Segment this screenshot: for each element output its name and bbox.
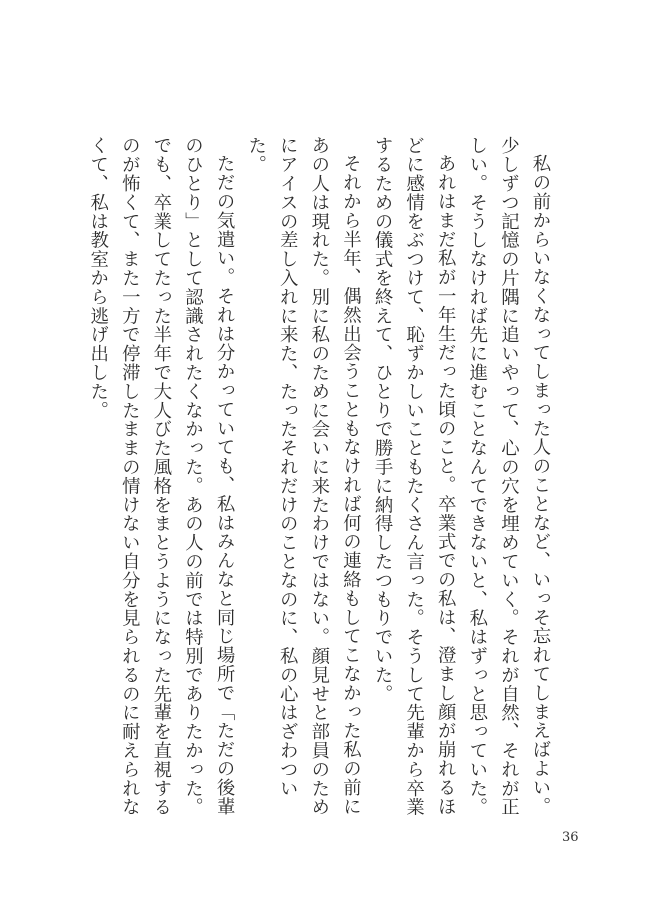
paragraph-2: あれはまだ私が一年生だった頃のこと。卒業式での私は、澄まし顔が崩れるほどに感情をぶつけて、恥ずかしいこともたくさん言った。そうして先輩から卒業するための儀式を終えて、ひとりで勝手に納得したつもりでいた。 [372, 136, 457, 817]
vertical-text-body [66, 136, 556, 826]
paragraph-4: ただの気遣い。それは分かっていても、私はみんなと同じ場所で「ただの後輩のひとり」として認識されたくなかった。あの人の前では特別でありたかった。でも、卒業してたった半年で大人びた風格をまとうようになった先輩を直視するのが怖くて、また一方で停滞したままの情けない自分を見られるのに耐えられなくて、私は教室から逃げ出した。 [87, 136, 236, 817]
page-number: 36 [562, 830, 579, 845]
paragraph-1: 私の前からいなくなってしまった人のことなど、いっそ忘れてしまえばよい。少しずつ記憶の片隅に追いやって、心の穴を埋めていく。それが自然、それが正しい。そうしなければ先に進むことなんてできないと、私はずっと思っていた。 [466, 136, 551, 817]
paragraph-3: それから半年、偶然出会うこともなければ何の連絡もしてこなかった私の前にあの人は現れた。別に私のために会いに来たわけではない。顔見せと部員のためにアイスの差し入れに来た、たったそれだけのことなのに、私の心はざわついた。 [245, 136, 362, 817]
